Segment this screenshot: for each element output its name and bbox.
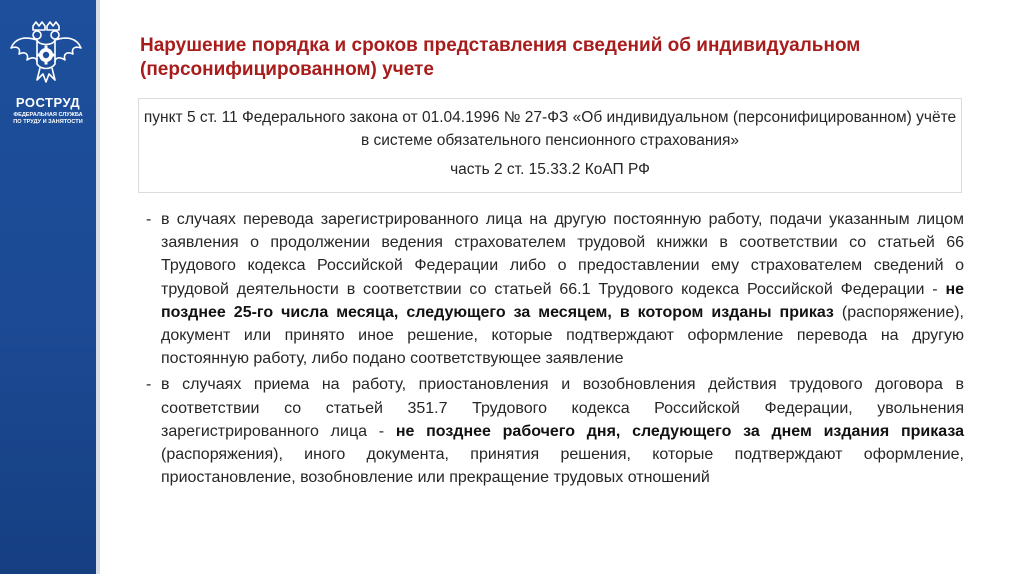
list-item: [146, 373, 964, 489]
bullet-dash: -: [146, 376, 152, 394]
list-item-text: [161, 208, 964, 370]
reference-law: пункт 5 ст. 11 Федерального закона от 01.04.1996 № 27-ФЗ «Об индивидуальном (персонифицированном) учёте в системе обязательного пенсионного страхования»: [143, 109, 957, 149]
legal-reference-box: [138, 98, 962, 193]
list-item-deadline: не позднее 25-го числа месяца, следующего за месяцем, в котором изданы приказ: [161, 280, 964, 321]
double-headed-eagle-emblem-icon: [7, 18, 85, 86]
sidebar-divider: [96, 0, 100, 574]
list-item-text-regular: в случаях приема на работу, приостановления и возобновления действия трудового договора в соответствии со статьей 351.7 Трудового кодекса Российской Федерации, увольнения зарегистрированного лица -: [161, 376, 964, 440]
bullet-list: [146, 208, 964, 492]
brand-name: РОСТРУД: [15, 95, 81, 110]
brand-subtitle: ФЕДЕРАЛЬНАЯ СЛУЖБА ПО ТРУДУ И ЗАНЯТОСТИ: [13, 112, 83, 125]
reference-koap: часть 2 ст. 15.33.2 КоАП РФ: [450, 161, 650, 178]
slide-title: Нарушение порядка и сроков представления сведений об индивидуальном (персонифицированном) учете: [140, 35, 861, 80]
list-item-text-regular: (распоряжения), иного документа, принятия решения, которые подтверждают оформление, приостановление, возобновление или прекращение трудовых отношений: [161, 446, 964, 487]
list-item-deadline: не позднее рабочего дня, следующего за днем издания приказа: [395, 422, 965, 440]
list-item-text-regular: (распоряжение), документ или принято иное решение, которые подтверждают оформление перевода на другую постоянную работу, либо подано соответствующее заявление: [161, 303, 965, 368]
list-item: [146, 208, 964, 370]
list-item-text: [161, 373, 964, 489]
bullet-dash: -: [146, 211, 152, 228]
brand-block: [8, 96, 88, 126]
sidebar: [0, 0, 96, 574]
list-item-text-regular: в случаях перевода зарегистрированного лица на другую постоянную работу, подачи указанным лицом заявления о продолжении ведения страхователем трудовой книжки в соответствии со статьей 66 Трудового кодекса Российской Федерации либо о предоставлении ему страхователем сведений о трудовой деятельности в соответствии со статьей 66.1 Трудового кодекса Российской Федерации -: [161, 211, 964, 298]
